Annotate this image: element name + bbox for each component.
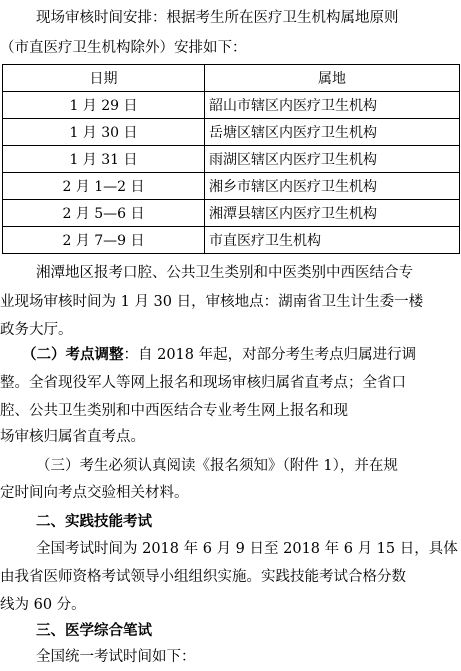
section-2-line-1: 全国考试时间为 2018 年 6 月 9 日至 2018 年 6 月 15 日，具体 bbox=[36, 541, 458, 557]
header-date: 日期 bbox=[3, 65, 205, 92]
kaodian-line-1-text: ：自 2018 年起，对部分考生考点归属进行调 bbox=[123, 347, 417, 363]
row-date: 1 月 29 日 bbox=[3, 92, 205, 119]
row-date: 2 月 5—6 日 bbox=[3, 200, 205, 227]
row-place: 市直医疗卫生机构 bbox=[205, 227, 460, 254]
kaodian-line-3: 腔、公共卫生类别和中西医结合专业考生网上报名和现 bbox=[0, 403, 348, 419]
section-3-line-1: 全国统一考试时间如下： bbox=[36, 649, 196, 665]
table-row bbox=[3, 119, 460, 146]
table-header-row bbox=[3, 65, 460, 92]
schedule-table bbox=[2, 64, 460, 254]
xiangtan-line-2: 业现场审核时间为 1 月 30 日，审核地点：湖南省卫生计生委一楼 bbox=[0, 294, 424, 310]
intro-line-1: 现场审核时间安排：根据考生所在医疗卫生机构属地原则 bbox=[36, 10, 399, 26]
row-date: 1 月 31 日 bbox=[3, 146, 205, 173]
kaodian-line-1 bbox=[22, 345, 416, 365]
table-row bbox=[3, 200, 460, 227]
xuzhi-line-2: 定时间向考点交验相关材料。 bbox=[0, 485, 189, 501]
section-2-line-3: 线为 60 分。 bbox=[0, 597, 86, 613]
table-row bbox=[3, 173, 460, 200]
section-2-line-2: 由我省医师资格考试领导小组组织实施。实践技能考试合格分数 bbox=[0, 569, 406, 585]
row-place: 湘潭县辖区内医疗卫生机构 bbox=[205, 200, 460, 227]
row-place: 岳塘区辖区内医疗卫生机构 bbox=[205, 119, 460, 146]
table-row bbox=[3, 227, 460, 254]
xuzhi-line-1: （三）考生必须认真阅读《报名须知》（附件 1），并在规 bbox=[36, 458, 398, 474]
row-place: 湘乡市辖区内医疗卫生机构 bbox=[205, 173, 460, 200]
xiangtan-line-3: 政务大厅。 bbox=[0, 322, 73, 338]
table-row bbox=[3, 146, 460, 173]
section-2-heading: 二、实践技能考试 bbox=[36, 514, 152, 530]
row-date: 2 月 7—9 日 bbox=[3, 227, 205, 254]
row-place: 韶山市辖区内医疗卫生机构 bbox=[205, 92, 460, 119]
header-place: 属地 bbox=[205, 65, 460, 92]
kaodian-line-4: 场审核归属省直考点。 bbox=[0, 429, 145, 445]
table-row bbox=[3, 92, 460, 119]
kaodian-label: （二）考点调整 bbox=[22, 347, 124, 363]
section-3-heading: 三、医学综合笔试 bbox=[36, 623, 152, 639]
row-place: 雨湖区辖区内医疗卫生机构 bbox=[205, 146, 460, 173]
intro-line-2: （市直医疗卫生机构除外）安排如下： bbox=[0, 40, 247, 56]
kaodian-line-2: 整。全省现役军人等网上报名和现场审核归属省直考点；全省口 bbox=[0, 375, 406, 391]
row-date: 1 月 30 日 bbox=[3, 119, 205, 146]
row-date: 2 月 1—2 日 bbox=[3, 173, 205, 200]
xiangtan-line-1: 湘潭地区报考口腔、公共卫生类别和中医类别中西医结合专 bbox=[36, 265, 413, 281]
